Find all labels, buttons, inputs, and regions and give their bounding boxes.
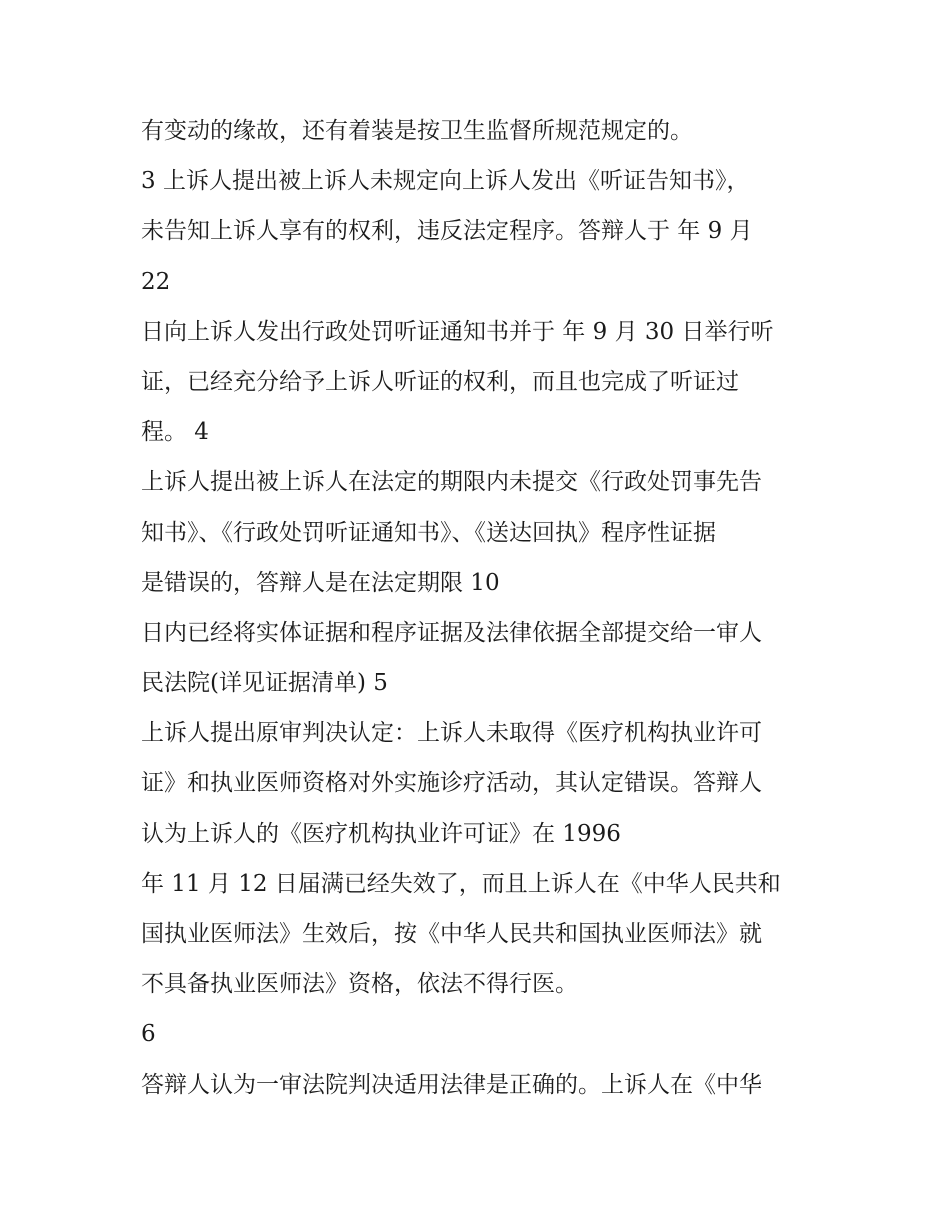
text-line: 未告知上诉人享有的权利，违反法定程序。答辩人于 年 9 月 bbox=[141, 218, 753, 245]
text-line: 不具备执业医师法》资格，依法不得行医。 bbox=[141, 971, 578, 998]
text-line: 3 上诉人提出被上诉人未规定向上诉人发出《听证告知书》， bbox=[141, 168, 750, 195]
text-line: 民法院(详见证据清单) 5 bbox=[141, 670, 388, 697]
text-line: 6 bbox=[141, 1021, 156, 1048]
text-line: 22 bbox=[141, 268, 171, 295]
text-line: 程。 4 bbox=[141, 419, 209, 446]
text-line: 认为上诉人的《医疗机构执业许可证》在 1996 bbox=[141, 820, 621, 847]
text-line: 年 11 月 12 日届满已经失效了，而且上诉人在《中华人民共和 bbox=[141, 870, 781, 897]
document-body bbox=[141, 106, 831, 1110]
text-line: 是错误的，答辩人是在法定期限 10 bbox=[141, 569, 500, 596]
text-line: 有变动的缘故，还有着装是按卫生监督所规范规定的。 bbox=[141, 118, 693, 144]
text-line: 上诉人提出原审判决认定：上诉人未取得《医疗机构执业许可 bbox=[141, 720, 762, 747]
text-line: 日内已经将实体证据和程序证据及法律依据全部提交给一审人 bbox=[141, 619, 762, 646]
text-line: 知书》、《行政处罚听证通知书》、《送达回执》程序性证据 bbox=[141, 519, 716, 546]
text-line: 证》和执业医师资格对外实施诊疗活动，其认定错误。答辩人 bbox=[141, 770, 762, 797]
text-line: 上诉人提出被上诉人在法定的期限内未提交《行政处罚事先告 bbox=[141, 469, 762, 496]
text-line: 国执业医师法》生效后，按《中华人民共和国执业医师法》就 bbox=[141, 921, 762, 947]
text-line: 日向上诉人发出行政处罚听证通知书并于 年 9 月 30 日举行听 bbox=[141, 318, 774, 345]
text-line: 答辩人认为一审法院判决适用法律是正确的。上诉人在《中华 bbox=[141, 1071, 762, 1098]
text-line: 证，已经充分给予上诉人听证的权利，而且也完成了听证过 bbox=[141, 368, 739, 395]
